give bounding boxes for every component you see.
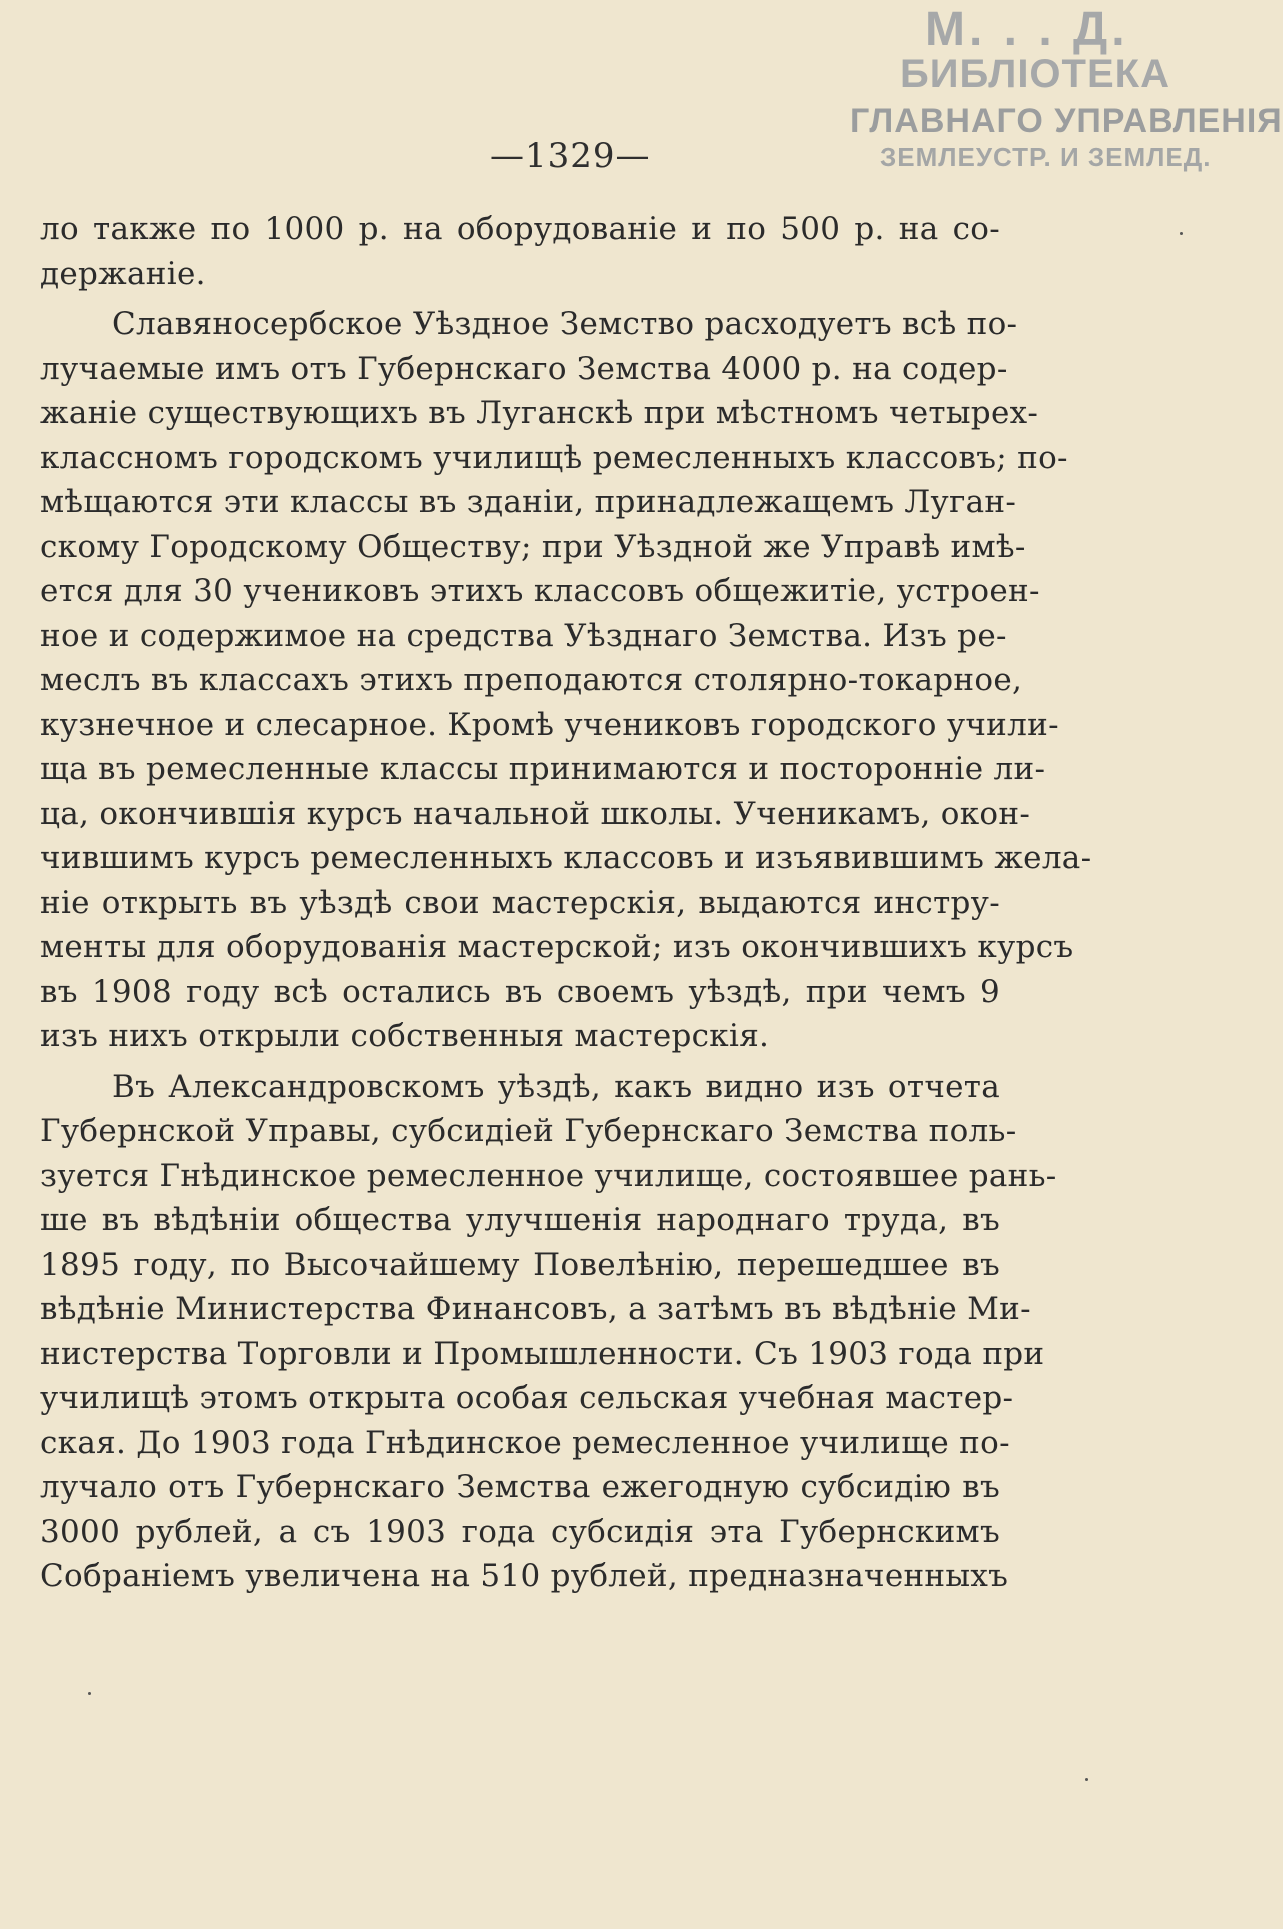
stamp-line-2: БИБЛІОТЕКА bbox=[900, 52, 1170, 96]
body-text bbox=[40, 207, 1092, 1599]
text-line: нистерства Торговли и Промышленности. Съ 1903 года при bbox=[40, 1335, 1045, 1372]
stamp-line-1: М. . . Д. bbox=[925, 3, 1129, 56]
stamp-line-3: ГЛАВНАГО УПРАВЛЕНІЯ bbox=[850, 102, 1283, 140]
text-line: ное и содержимое на средства Уѣзднаго Земства. Изъ ре- bbox=[40, 617, 1007, 654]
text-line: менты для оборудованія мастерской; изъ окончившихъ курсъ bbox=[40, 929, 1074, 965]
text-line: лучало отъ Губернскаго Земства ежегодную субсидію въ bbox=[40, 1469, 1000, 1505]
paper-speck bbox=[88, 1692, 91, 1695]
text-line: 1895 году, по Высочайшему Повелѣнію, перешедшее въ bbox=[40, 1246, 1000, 1283]
text-line: лучаемые имъ отъ Губернскаго Земства 4000 р. на содер- bbox=[40, 350, 1008, 387]
paragraph-start-line: Славяносербское Уѣздное Земство расходуетъ всѣ по- bbox=[112, 306, 1018, 342]
text-line: меслъ въ классахъ этихъ преподаются столярно-токарное, bbox=[40, 662, 1023, 698]
text-line: ща въ ремесленные классы принимаются и посторонніе ли- bbox=[40, 751, 1046, 787]
text-line: ше въ вѣдѣніи общества улучшенія народнаго труда, въ bbox=[40, 1202, 1000, 1238]
paper-speck bbox=[1085, 1778, 1088, 1781]
text-line: зуется Гнѣдинское ремесленное училище, состоявшее рань- bbox=[40, 1157, 1057, 1194]
text-line: чившимъ курсъ ремесленныхъ классовъ и изъявившимъ жела- bbox=[40, 840, 1092, 876]
text-line: мѣщаются эти классы въ зданіи, принадлежащемъ Луган- bbox=[40, 484, 1017, 520]
text-line: ется для 30 учениковъ этихъ классовъ общежитіе, устроен- bbox=[40, 573, 1040, 609]
paper-speck bbox=[1180, 232, 1183, 235]
text-line: вѣдѣніе Министерства Финансовъ, а затѣмъ въ вѣдѣніе Ми- bbox=[40, 1291, 1031, 1327]
text-line: 3000 рублей, а съ 1903 года субсидія эта Губернскимъ bbox=[40, 1513, 1000, 1550]
text-line: держаніе. bbox=[40, 255, 206, 292]
text-line: ца, окончившія курсъ начальной школы. Ученикамъ, окон- bbox=[40, 795, 1031, 832]
paragraph-start-line: Въ Александровскомъ уѣздѣ, какъ видно изъ отчета bbox=[112, 1068, 1000, 1105]
text-line: жаніе существующихъ въ Луганскѣ при мѣстномъ четырех- bbox=[40, 395, 1039, 431]
text-line: Губернской Управы, субсидіей Губернскаго Земства поль- bbox=[40, 1113, 1017, 1149]
text-line: ло также по 1000 р. на оборудованіе и по 500 р. на со- bbox=[40, 211, 1000, 247]
text-line: изъ нихъ открыли собственныя мастерскія. bbox=[40, 1018, 770, 1054]
text-line: ніе открыть въ уѣздѣ свои мастерскія, выдаются инстру- bbox=[40, 884, 1000, 921]
page-number: —1329— bbox=[490, 136, 651, 176]
text-line: скому Городскому Обществу; при Уѣздной же Управѣ имѣ- bbox=[40, 528, 1026, 565]
text-line: кузнечное и слесарное. Кромѣ учениковъ городского учили- bbox=[40, 706, 1059, 743]
text-line: Собраніемъ увеличена на 510 рублей, предназначенныхъ bbox=[40, 1558, 1009, 1594]
text-line: ская. До 1903 года Гнѣдинское ремесленное училище по- bbox=[40, 1424, 1010, 1461]
stamp-line-4: ЗЕМЛЕУСТР. И ЗЕМЛЕД. bbox=[880, 142, 1212, 172]
text-line: классномъ городскомъ училищѣ ремесленныхъ классовъ; по- bbox=[40, 439, 1068, 476]
text-line: въ 1908 году всѣ остались въ своемъ уѣздѣ, при чемъ 9 bbox=[40, 973, 1000, 1010]
library-stamp bbox=[850, 2, 1283, 172]
text-line: училищѣ этомъ открыта особая сельская учебная мастер- bbox=[40, 1380, 1014, 1416]
